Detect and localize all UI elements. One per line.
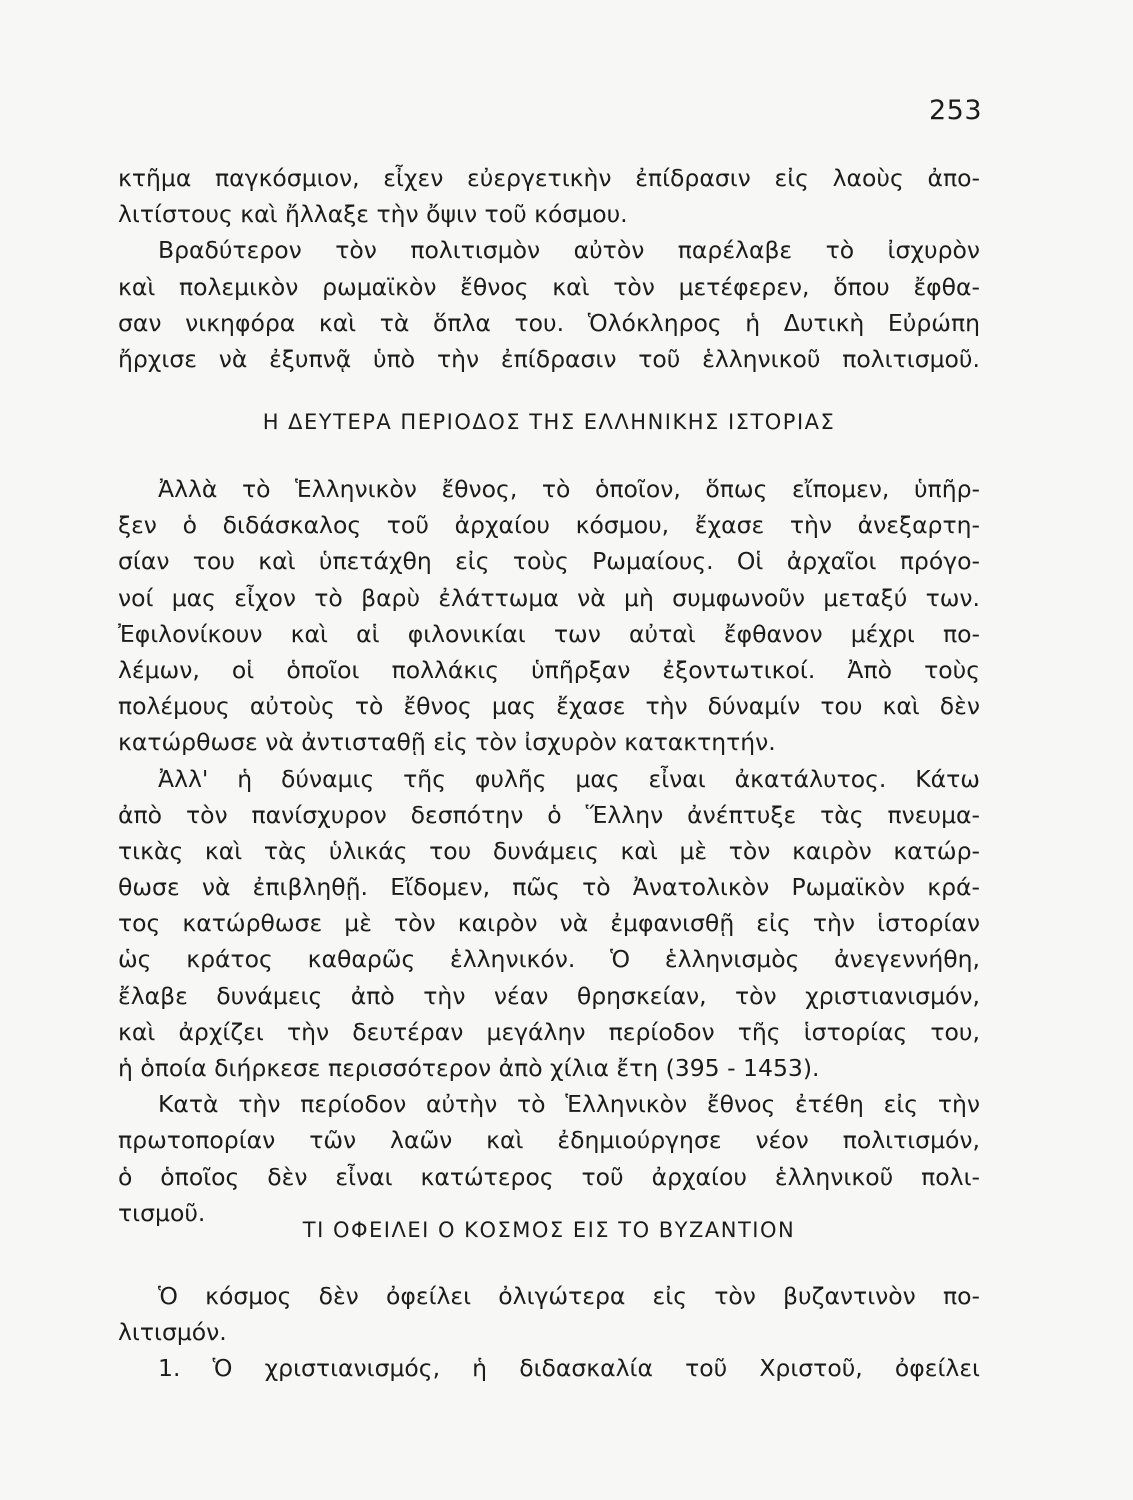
text-line: ὁ ὁποῖος δὲν εἶναι κατώτερος τοῦ ἀρχαίου ἑλληνικοῦ πολι- bbox=[118, 1162, 980, 1191]
text-line: καὶ ἀρχίζει τὴν δευτέραν μεγάλην περίοδον τῆς ἱστορίας του, bbox=[118, 1017, 980, 1046]
text-line: ἔλαβε δυνάμεις ἀπὸ τὴν νέαν θρησκείαν, τὸν χριστιανισμόν, bbox=[118, 981, 980, 1010]
text-line: ἡ ὁποία διήρκεσε περισσότερον ἀπὸ χίλια ἔτη (395 - 1453). bbox=[118, 1054, 820, 1082]
text-line: σίαν του καὶ ὑπετάχθη εἰς τοὺς Ρωμαίους. Οἱ ἀρχαῖοι πρόγο- bbox=[118, 547, 980, 576]
text-line: σαν νικηφόρα καὶ τὰ ὅπλα του. Ὁλόκληρος ἡ Δυτικὴ Εὐρώπη bbox=[118, 308, 980, 337]
text-line: Ἀλλὰ τὸ Ἑλληνικὸν ἔθνος, τὸ ὁποῖον, ὅπως εἴπομεν, ὑπῆρ- bbox=[158, 475, 980, 503]
text-line: τικὰς καὶ τὰς ὑλικάς του δυνάμεις καὶ μὲ τὸν καιρὸν κατώρ- bbox=[118, 836, 980, 865]
text-line: ὡς κράτος καθαρῶς ἑλληνικόν. Ὁ ἑλληνισμὸς ἀνεγεννήθη, bbox=[118, 945, 980, 974]
text-line: θωσε νὰ ἐπιβληθῇ. Εἴδομεν, πῶς τὸ Ἀνατολικὸν Ρωμαϊκὸν κρά- bbox=[118, 873, 980, 902]
page-number: 253 bbox=[929, 95, 983, 126]
text-line: Ἐφιλονίκουν καὶ αἱ φιλονικίαι των αὐταὶ ἔφθανον μέχρι πο- bbox=[118, 619, 980, 648]
section-heading: Η ΔΕΥΤΕΡΑ ΠΕΡΙΟΔΟΣ ΤΗΣ ΕΛΛΗΝΙΚΗΣ ΙΣΤΟΡΙΑΣ bbox=[262, 410, 836, 434]
text-line: Κατὰ τὴν περίοδον αὐτὴν τὸ Ἑλληνικὸν ἔθνος ἐτέθη εἰς τὴν bbox=[158, 1090, 980, 1119]
text-line: κτῆμα παγκόσμιον, εἶχεν εὐεργετικὴν ἐπίδρασιν εἰς λαοὺς ἀπο- bbox=[118, 164, 980, 192]
text-line: πολέμους αὐτοὺς τὸ ἔθνος μας ἔχασε τὴν δύναμίν του καὶ δὲν bbox=[118, 692, 980, 721]
paragraph-block-3 bbox=[118, 1278, 980, 1387]
text-line: λιτίστους καὶ ἤλλαξε τὴν ὄψιν τοῦ κόσμου. bbox=[118, 200, 628, 229]
text-line: 1. Ὁ χριστιανισμός, ἡ διδασκαλία τοῦ Χριστοῦ, ὀφείλει bbox=[158, 1354, 980, 1383]
text-line: λέμων, οἱ ὁποῖοι πολλάκις ὑπῆρξαν ἐξοντωτικοί. Ἀπὸ τοὺς bbox=[118, 655, 980, 684]
text-line: τισμοῦ. bbox=[118, 1198, 206, 1227]
text-line: Ὁ κόσμος δὲν ὀφείλει ὀλιγώτερα εἰς τὸν βυζαντινὸν πο- bbox=[158, 1282, 980, 1310]
text-line: ἤρχισε νὰ ἐξυπνᾷ ὑπὸ τὴν ἐπίδρασιν τοῦ ἑλληνικοῦ πολιτισμοῦ. bbox=[118, 344, 980, 373]
text-line: καὶ πολεμικὸν ρωμαϊκὸν ἔθνος καὶ τὸν μετέφερεν, ὅπου ἔφθα- bbox=[118, 272, 980, 301]
text-line: Ἀλλ' ἡ δύναμις τῆς φυλῆς μας εἶναι ἀκατάλυτος. Κάτω bbox=[158, 764, 980, 793]
paragraph-block-1 bbox=[118, 160, 980, 377]
text-line: τος κατώρθωσε μὲ τὸν καιρὸν νὰ ἐμφανισθῇ εἰς τὴν ἱστορίαν bbox=[118, 909, 980, 938]
text-line: πρωτοπορίαν τῶν λαῶν καὶ ἐδημιούργησε νέον πολιτισμόν, bbox=[118, 1126, 980, 1155]
paragraph-block-2 bbox=[118, 471, 980, 1231]
section-heading: ΤΙ ΟΦΕΙΛΕΙ Ο ΚΟΣΜΟΣ ΕΙΣ ΤΟ ΒΥΖΑΝΤΙΟΝ bbox=[302, 1218, 796, 1242]
text-line: νοί μας εἶχον τὸ βαρὺ ἐλάττωμα νὰ μὴ συμφωνοῦν μεταξύ των. bbox=[118, 583, 980, 612]
text-line: ξεν ὁ διδάσκαλος τοῦ ἀρχαίου κόσμου, ἔχασε τὴν ἀνεξαρτη- bbox=[118, 511, 980, 540]
text-line: Βραδύτερον τὸν πολιτισμὸν αὐτὸν παρέλαβε τὸ ἰσχυρὸν bbox=[158, 236, 980, 265]
text-line: λιτισμόν. bbox=[118, 1318, 227, 1347]
text-line: ἀπὸ τὸν πανίσχυρον δεσπότην ὁ Ἕλλην ἀνέπτυξε τὰς πνευμα- bbox=[118, 800, 980, 829]
text-line: κατώρθωσε νὰ ἀντισταθῇ εἰς τὸν ἰσχυρὸν κατακτητήν. bbox=[118, 728, 776, 757]
